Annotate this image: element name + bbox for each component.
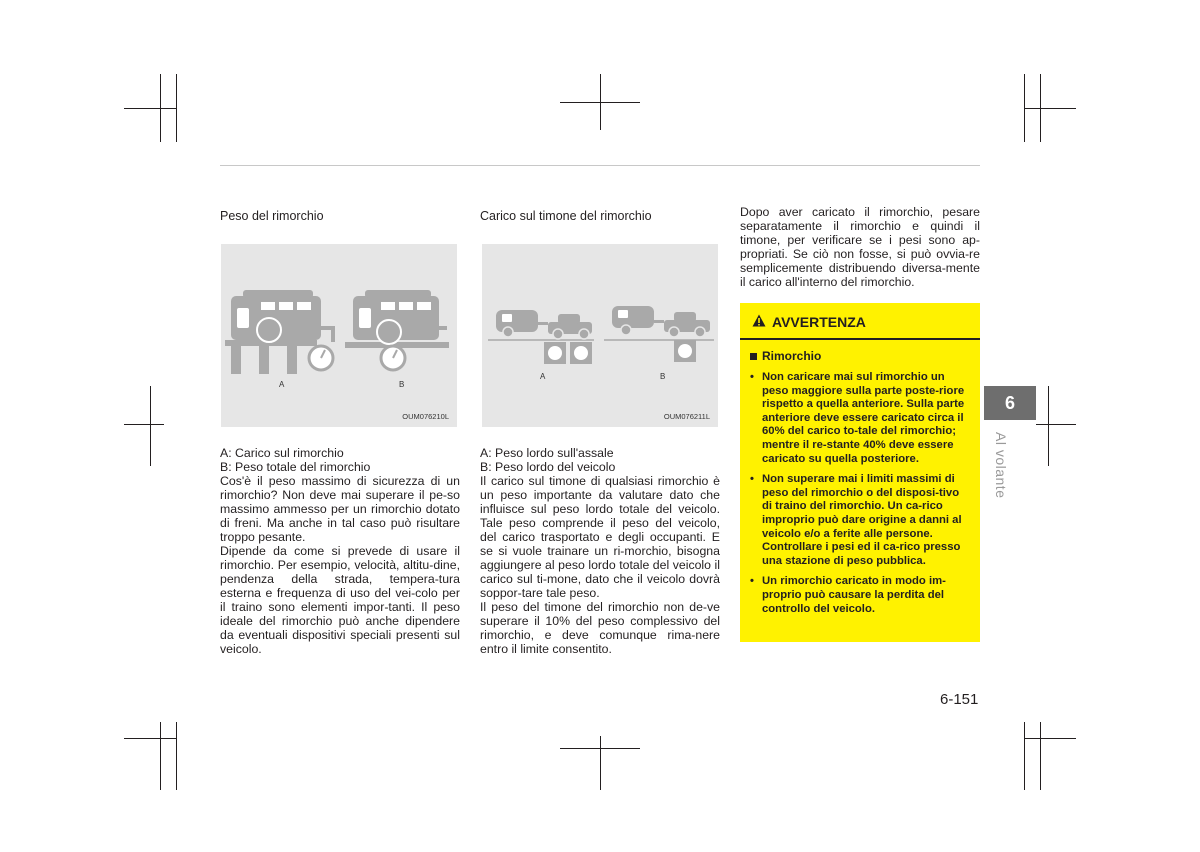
- warning-divider: [740, 338, 980, 340]
- chapter-title: Al volante: [993, 432, 1009, 499]
- warning-item: • Un rimorchio caricato in modo im-proprio può causare la perdita del controllo del veicolo.: [750, 575, 972, 616]
- warning-item: • Non superare mai i limiti massimi di peso del rimorchio o del disposi-tivo di traino del rimorchio. Un ca-rico improprio può dare origine a danni al veicolo e/o a ferite alle persone. Controllare i pesi ed il ca-rico presso una stazione di peso pubblica.: [750, 473, 972, 568]
- paragraph: A: Peso lordo sull'assale: [480, 446, 614, 460]
- warning-subtitle: [750, 349, 972, 363]
- warning-list: [750, 371, 972, 616]
- tongue-load-figure: [482, 244, 718, 427]
- trailer-weight-figure: [221, 244, 457, 427]
- warning-subtitle-text: Rimorchio: [762, 349, 822, 363]
- paragraph: B: Peso totale del rimorchio: [220, 460, 371, 474]
- warning-item: • Non caricare mai sul rimorchio un peso maggiore sulla parte poste-riore rispetto a quella anteriore. Sulla parte anteriore deve essere caricato circa il 60% del carico to-tale del rimorchio; mentre il re-stante 40% deve essere caricato su quella posteriore.: [750, 371, 972, 466]
- tongue-load-body: [480, 446, 720, 656]
- paragraph: B: Peso lordo del veicolo: [480, 460, 616, 474]
- figure-label-a: A: [540, 372, 546, 381]
- figure-code: OUM076210L: [402, 412, 449, 421]
- figure-code: OUM076211L: [663, 412, 710, 421]
- paragraph: A: Carico sul rimorchio: [220, 446, 344, 460]
- paragraph: Il peso del timone del rimorchio non de-ve superare il 10% del peso complessivo del rimorchio, e deve comunque rima-nere entro il limite consentito.: [480, 600, 720, 656]
- warning-title: [752, 313, 972, 331]
- paragraph: Cos'è il peso massimo di sicurezza di un rimorchio? Non deve mai superare il pe-so massimo ammesso per un rimorchio dotato di freni. Ma anche in tal caso può risultare troppo pesante.: [220, 474, 460, 544]
- page-number: 6-151: [940, 691, 979, 708]
- section-heading-tongue-load: Carico sul timone del rimorchio: [480, 209, 652, 223]
- weighing-instructions: [740, 205, 980, 289]
- trailer-weight-body: [220, 446, 460, 656]
- warning-triangle-icon: [752, 314, 766, 330]
- chapter-number-tab: 6: [984, 386, 1036, 420]
- paragraph: Dipende da come si prevede di usare il rimorchio. Per esempio, velocità, altitu-dine, pendenza della strada, tempera-tura esterna e frequenza di uso del vei-colo per il traino sono elementi impor-tanti. Il peso ideale del rimorchio può anche dipendere da eventuali dispositivi speciali presenti sul veicolo.: [220, 544, 460, 656]
- paragraph: Il carico sul timone di qualsiasi rimorchio è un peso importante da valutare dato che influisce sul peso lordo totale del veicolo. Tale peso comprende il peso del veicolo, del carico trasportato e degli occupanti. E se si vuole trainare un ri-morchio, bisogna aggiungere al peso lordo totale del veicolo il carico sul ti-mone, dato che il veicolo dovrà soppor-tare tale peso.: [480, 474, 720, 600]
- paragraph: Dopo aver caricato il rimorchio, pesare separatamente il rimorchio e quindi il timone, per verificare se i pesi sono ap-propriati. Se ciò non fosse, si può ovvia-re semplicemente distribuendo diversa-mente il carico all'interno del rimorchio.: [740, 205, 980, 289]
- warning-title-text: AVVERTENZA: [772, 314, 866, 330]
- figure-label-b: B: [660, 372, 666, 381]
- figure-label-b: B: [399, 380, 405, 389]
- figure-label-a: A: [279, 380, 285, 389]
- section-heading-trailer-weight: Peso del rimorchio: [220, 209, 324, 223]
- square-bullet-icon: [750, 353, 757, 360]
- warning-box: [740, 303, 980, 642]
- header-rule: [220, 165, 980, 166]
